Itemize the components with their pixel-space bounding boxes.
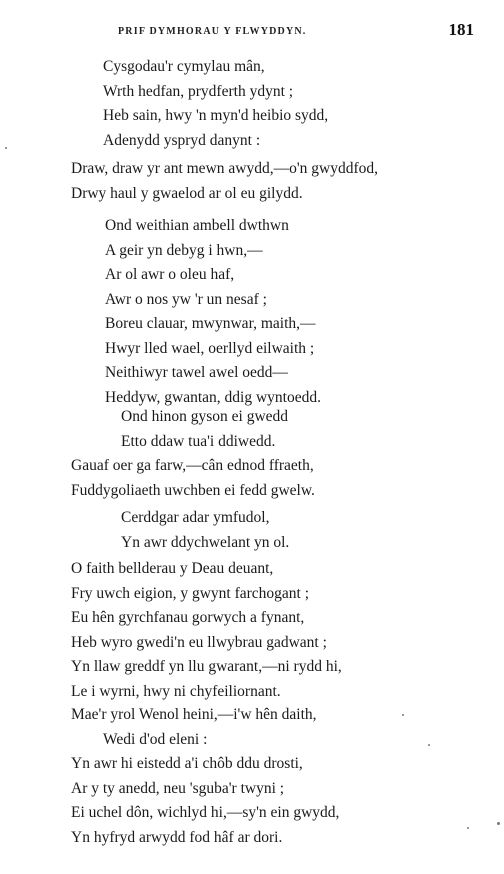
poem-line: Wedi d'od eleni : <box>103 730 208 748</box>
poem-line: Gauaf oer ga farw,—cân ednod ffraeth, <box>71 457 314 474</box>
stanza-5 <box>71 454 315 503</box>
poem-line: Mae'r yrol Wenol heini,—i'w hên daith, <box>71 706 317 723</box>
poem-line: Heb wyro gwedi'n eu llwybrau gadwant ; <box>71 633 327 651</box>
poem-line: Ei uchel dôn, wichlyd hi,—sy'n ein gwydd, <box>71 804 340 821</box>
poem-line: Draw, draw yr ant mewn awydd,—o'n gwyddfod, <box>71 160 378 177</box>
poem-line: O faith bellderau y Deau deuant, <box>71 560 274 577</box>
scan-speck <box>497 822 500 825</box>
stanza-1 <box>103 55 328 153</box>
poem-line: Wrth hedfan, prydferth ydynt ; <box>103 82 294 100</box>
poem-line: Hwyr lled wael, oerllyd eilwaith ; <box>105 339 315 357</box>
poem-line: Ond weithian ambell dwthwn <box>105 217 289 234</box>
poem-line: Cysgodau'r cymylau mân, <box>103 58 265 75</box>
stanza-4 <box>121 405 288 454</box>
running-title: PRIF DYMHORAU Y FLWYDDYN. <box>118 26 307 37</box>
poem-line: Cerddgar adar ymfudol, <box>121 509 270 526</box>
poem-line: Ar ol awr o oleu haf, <box>105 266 235 283</box>
scan-speck <box>467 827 469 829</box>
stanza-7 <box>71 557 342 704</box>
poem-line: Ond hinon gyson ei gwedd <box>121 408 289 425</box>
stanza-3 <box>105 214 321 410</box>
poem-line: Heddyw, gwantan, ddig wyntoedd. <box>105 388 321 406</box>
poem-line: Le i wyrni, hwy ni chyfeiliornant. <box>71 682 281 700</box>
stanza-2 <box>71 157 378 206</box>
stanza-8 <box>71 703 339 850</box>
stanza-6 <box>121 506 289 555</box>
scan-speck <box>5 147 7 149</box>
poem-line: Yn awr ddychwelant yn ol. <box>121 533 290 551</box>
poem-line: Awr o nos yw 'r un nesaf ; <box>105 290 267 308</box>
poem-line: Boreu clauar, mwynwar, maith,— <box>105 315 316 332</box>
poem-line: Fuddygoliaeth uwchben ei fedd gwelw. <box>71 481 315 499</box>
scan-speck <box>402 714 404 716</box>
poem-line: Fry uwch eigion, y gwynt farchogant ; <box>71 584 310 602</box>
page-number: 181 <box>448 20 474 39</box>
poem-line: Yn awr hi eistedd a'i chôb ddu drosti, <box>71 755 303 772</box>
poem-line: Heb sain, hwy 'n myn'd heibio sydd, <box>103 107 329 124</box>
poem-line: Yn hyfryd arwydd fod hâf ar dori. <box>71 828 283 846</box>
poem-line: Drwy haul y gwaelod ar ol eu gilydd. <box>71 184 303 202</box>
poem-line: Adenydd yspryd danynt : <box>103 131 261 149</box>
poem-line: Eu hên gyrchfanau gorwych a fynant, <box>71 609 305 626</box>
scan-speck <box>428 744 430 746</box>
poem-line: Etto ddaw tua'i ddiwedd. <box>121 432 276 450</box>
poem-line: Neithiwyr tawel awel oedd— <box>105 364 288 381</box>
poem-line: Ar y ty anedd, neu 'sguba'r twyni ; <box>71 779 285 797</box>
poem-line: A geir yn debyg i hwn,— <box>105 241 263 259</box>
poem-line: Yn llaw greddf yn llu gwarant,—ni rydd hi, <box>71 658 342 675</box>
